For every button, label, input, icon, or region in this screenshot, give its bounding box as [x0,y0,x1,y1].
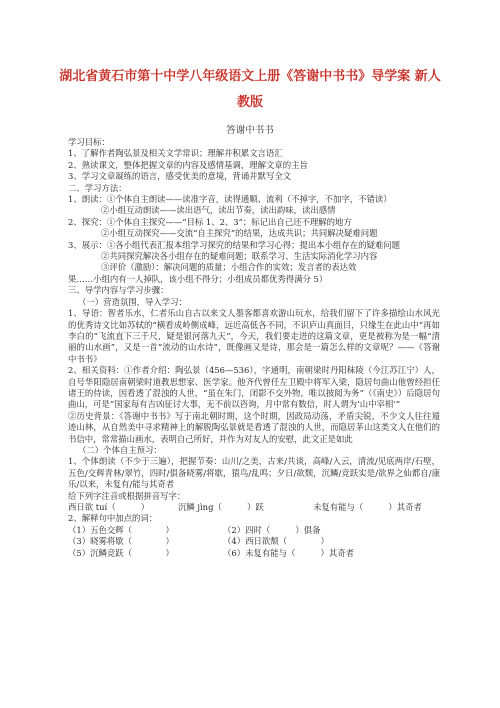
explain-item: （6）未复有能与（ ）其奇者 [223,547,354,558]
document-title-line-2: 教版 [236,95,263,110]
method-item: 3、展示：①各小组代表汇报本组学习探究的结果和学习心得；提出本小组存在的疑难问题 [68,239,400,250]
pinyin-item: 沉鳞 jìng（ ）跃 [178,502,264,512]
goal-item: 1、了解作者陶弘景及相关文学常识；理解并积累文言语汇 [68,148,283,159]
explain-item: （2）四时（ ）俱备 [223,524,321,535]
history-paragraph: ②历史背景：《答谢中书书》写于南北朝时期，这个时期，因政局动荡，矛盾尖锐，不少文人往往遁迹山林，从自然美中寻求精神上的解脱陶弘景就是看透了混浊的人世，而隐居茅山这类文人在他们的书信中，常常描山画水，表明自己所好，并作为对友人的安慰，此文正是如此 [68,410,440,444]
read-instruction: 1、个体朗读（不少于三遍），把握节奏：山川/之美，古来/共谈，高峰/入云，清流/见底两岸/石壁，五色/交辉青林/翠竹，四时/俱备晓雾/将歇，猿鸟/乱鸣；夕日/欲颓，沉鳞/竞跃实是/欲界之仙都自/康乐/以来，未复有/能与其奇者 [68,456,440,490]
pinyin-instruction: 给下列字注音或根据拼音写字： [68,490,186,501]
lead-in-paragraph: 1、导语：智者乐水，仁者乐山自古以来文人墨客都喜欢游山玩水，给我们留下了许多描绘山水风光的优秀诗文比如苏轼的“横看成岭侧成峰，远近高低各不同，不识庐山真面目，只缘生在此山中”再如李白的“飞流直下三千尺，疑是银河落九天”，今天，我们要走进的这篇文章，更是被称为是一幅“清丽的山水画”，又是一首“流动的山水诗”，既像画又是诗，那会是一篇怎么样的文章呢？——《答谢中书书》 [68,308,440,364]
explain-row [68,536,440,547]
goal-item: 3、学习文章凝练的语言，感受优美的意境，背诵并默写全文 [68,171,292,182]
explain-item: （5）沉鳞竞跃（ ） [68,547,174,558]
section-3-heading: 三、导学内容与学习步骤： [68,285,169,296]
goal-item: 2、熟读课文，整体把握文章的内容及感情基调，理解文章的主旨 [68,159,308,170]
explain-item: （1）五色交辉（ ） [68,524,174,535]
method-item: ②小组互动探究——交流“自主探究”的结果，达成共识；共同解决疑难问题 [101,228,378,239]
pinyin-row [68,502,440,513]
pinyin-item: 未复有能与（ ）其奇者 [313,502,422,512]
background-paragraph: 2、相关资料：①作者介绍：陶弘景（456—536），字通明，南朝梁时丹阳秣陵（今江苏江宁）人，自号华阳隐居南朝梁时道教思想家、医学家。他齐代曾任左卫殿中将军入梁，隐居句曲山他曾经担任诸王的侍读，因看透了混浊的人世，“虽在朱门，闭影不交外物，唯以披阅为务”（《南史》）后隐居句曲山，可是“国家每有吉凶征讨大事，无不前以咨询，月中常有数信，时人谓为‘山中宰相’” [68,365,440,410]
explain-row [68,525,440,536]
method-item: 1、朗读：①个体自主朗读——读准字音，读得通顺、流利（不掉字，不加字，不错读） [68,194,392,205]
explain-row [68,548,440,559]
method-item: ③评价（激励）：解决问题的质量；小组合作的实效；发言者的表达效 [101,262,357,273]
goals-heading: 学习目标： [68,137,110,147]
method-item: 2、探究：①个体自主探究——“目标 1、2、3”；标记出自己还不理解的地方 [68,216,352,227]
document-body [68,137,440,559]
method-item: 果……小组内有一人掉队，该小组不得分；小组成员都优秀得满分 5） [68,273,328,284]
document-title-line-1: 湖北省黄石市第十中学八年级语文上册《答谢中书书》导学案 新人 [59,69,441,84]
method-heading: 二、学习方法： [68,182,127,193]
part-2-heading: （二）个体自主预习： [78,444,162,455]
explain-heading: 2、解释句中加点的词： [68,513,158,524]
explain-item: （3）晓雾将歇（ ） [68,536,174,547]
document-subtitle: 答谢中书书 [226,125,274,136]
method-item: ②共同探究解决各小组存在的疑难问题；联系学习、生活实际消化学习内容 [101,251,378,262]
method-item: ②小组互动朗读——读出语气，读出节奏，读出韵味，读出感情 [101,205,336,216]
part-1-heading: （一）营造氛围，导入学习： [78,296,187,307]
pinyin-item: 西日欲 tuí（ ） [68,502,150,512]
explain-item: （4）西日欲颓（ ） [223,536,329,547]
